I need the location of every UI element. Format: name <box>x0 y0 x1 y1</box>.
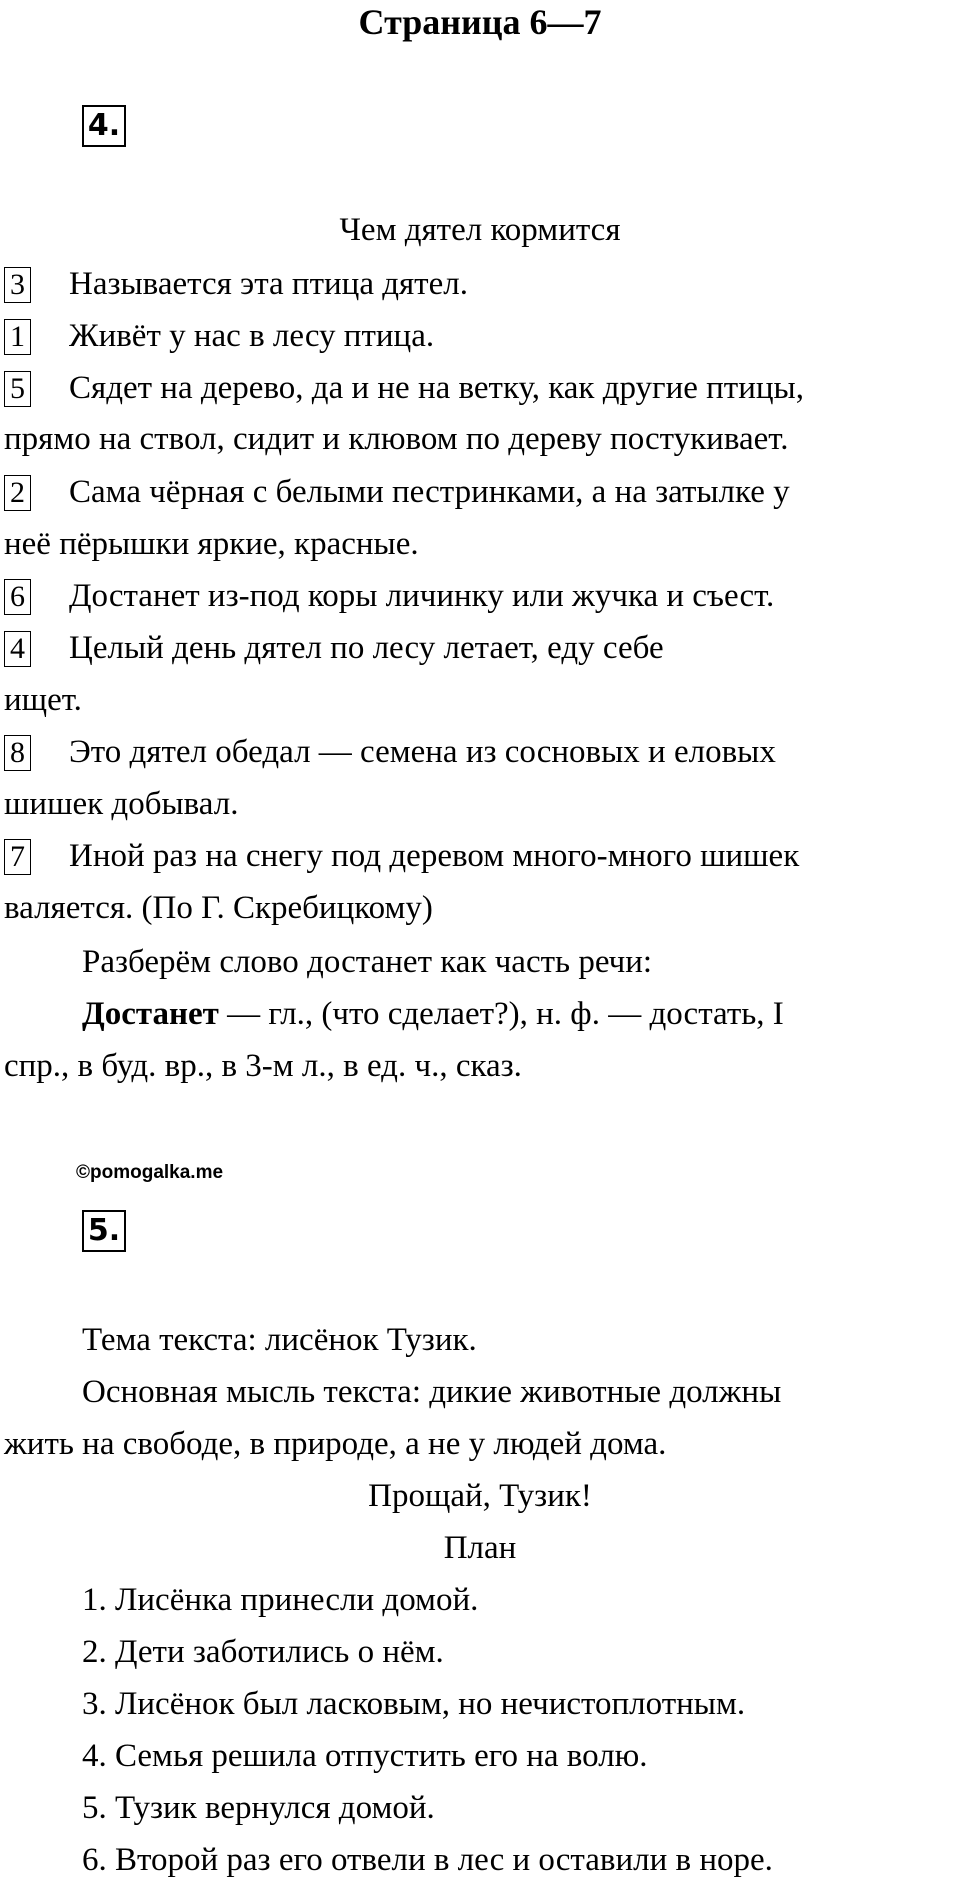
sentence-line <box>4 310 956 362</box>
sentence-text: Иной раз на снегу под деревом много-много шишек <box>69 838 800 874</box>
order-number-box: 3 <box>4 267 31 303</box>
order-number-box: 5 <box>4 371 31 407</box>
plan-title: План <box>443 1530 517 1566</box>
sentence-text: Сама чёрная с белыми пестринками, а на затылке у <box>69 474 790 510</box>
plan-item: 4. Семья решила отпустить его на волю. <box>82 1738 648 1774</box>
plan-item: 5. Тузик вернулся домой. <box>82 1790 435 1826</box>
analysis-continuation: спр., в буд. вр., в 3-м л., в ед. ч., сказ. <box>4 1048 522 1084</box>
sentence-line <box>4 570 956 622</box>
analysis-line <box>82 988 960 1040</box>
analysis-intro: Разберём слово достанет как часть речи: <box>82 944 653 980</box>
sentence-line <box>4 622 956 674</box>
order-number-box: 8 <box>4 735 31 771</box>
sentence-line <box>4 830 956 882</box>
sentence-text: Живёт у нас в лесу птица. <box>69 318 435 354</box>
watermark: ©pomogalka.me <box>76 1162 224 1183</box>
order-number-box: 1 <box>4 319 31 355</box>
story-title-2: Прощай, Тузик! <box>368 1478 592 1514</box>
sentence-continuation: неё пёрышки яркие, красные. <box>4 526 419 562</box>
sentence-text: Достанет из-под коры личинку или жучка и съест. <box>69 578 775 614</box>
sentence-line <box>4 466 956 518</box>
theme-line: Тема текста: лисёнок Тузик. <box>82 1322 477 1358</box>
sentence-continuation: прямо на ствол, сидит и клювом по дереву постукивает. <box>4 421 789 457</box>
sentence-text: Называется эта птица дятел. <box>69 266 468 302</box>
task-number-4: 4. <box>82 105 126 147</box>
analysis-word: Достанет <box>82 996 219 1032</box>
sentence-line <box>4 726 956 778</box>
page-title: Страница 6—7 <box>358 2 602 42</box>
sentence-text: Целый день дятел по лесу летает, еду себе <box>69 630 664 666</box>
order-number-box: 6 <box>4 579 31 615</box>
order-number-box: 7 <box>4 839 31 875</box>
main-idea-line: Основная мысль текста: дикие животные должны <box>82 1374 782 1410</box>
plan-item: 1. Лисёнка принесли домой. <box>82 1582 479 1618</box>
main-idea-continuation: жить на свободе, в природе, а не у людей дома. <box>4 1426 667 1462</box>
analysis-rest: — гл., (что сделает?), н. ф. — достать, I <box>218 996 784 1032</box>
story-title: Чем дятел кормится <box>339 212 621 248</box>
order-number-box: 4 <box>4 631 31 667</box>
sentence-continuation: шишек добывал. <box>4 786 239 822</box>
sentence-line <box>4 362 956 414</box>
order-number-box: 2 <box>4 475 31 511</box>
plan-item: 6. Второй раз его отвели в лес и оставили в норе. <box>82 1842 773 1878</box>
sentence-text: Это дятел обедал — семена из сосновых и еловых <box>69 734 776 770</box>
sentence-line <box>4 258 956 310</box>
task-number-5: 5. <box>82 1210 126 1252</box>
sentence-continuation: валяется. (По Г. Скребицкому) <box>4 890 433 926</box>
plan-item: 2. Дети заботились о нём. <box>82 1634 444 1670</box>
sentence-continuation: ищет. <box>4 682 82 718</box>
plan-item: 3. Лисёнок был ласковым, но нечистоплотным. <box>82 1686 746 1722</box>
sentence-text: Сядет на дерево, да и не на ветку, как другие птицы, <box>69 370 804 406</box>
